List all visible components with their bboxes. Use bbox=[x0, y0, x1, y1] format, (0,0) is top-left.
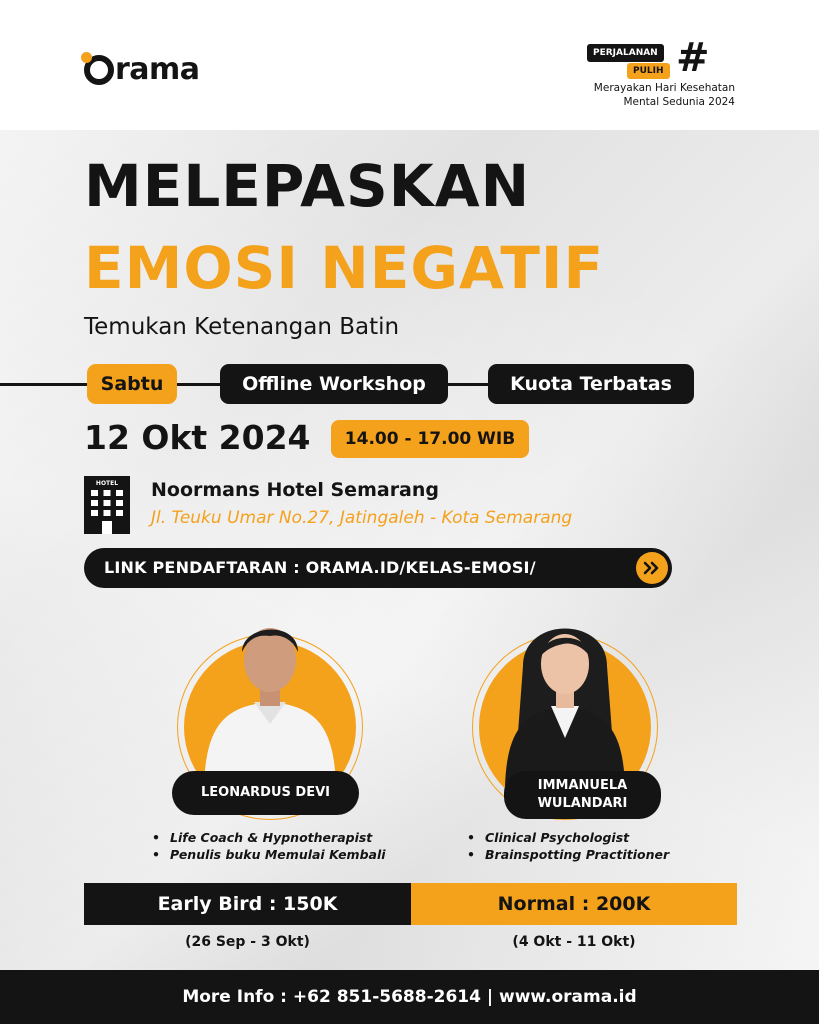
speaker-1-role-1: • Life Coach & Hypnotherapist bbox=[152, 829, 386, 846]
title-line-2: EMOSI NEGATIF bbox=[84, 234, 605, 302]
event-date: 12 Okt 2024 bbox=[84, 418, 311, 457]
registration-go-button[interactable] bbox=[636, 552, 668, 584]
hotel-icon-label: HOTEL bbox=[95, 480, 119, 487]
footer-contact[interactable]: More Info : +62 851-5688-2614 | www.orama.id bbox=[0, 970, 819, 1024]
venue-name: Noormans Hotel Semarang bbox=[151, 479, 440, 501]
campaign-caption-line-1: Merayakan Hari Kesehatan bbox=[593, 82, 735, 94]
hotel-building-icon bbox=[84, 476, 130, 534]
registration-link-bar[interactable] bbox=[84, 548, 672, 588]
subtitle: Temukan Ketenangan Batin bbox=[84, 314, 400, 340]
campaign-tag-pulih: PULIH bbox=[627, 63, 670, 79]
double-chevron-right-icon bbox=[643, 561, 661, 575]
speaker-2-name-line-1: IMMANUELA bbox=[537, 778, 628, 793]
logo-o-mark bbox=[84, 55, 114, 85]
campaign-caption-line-2: Mental Sedunia 2024 bbox=[623, 96, 735, 108]
tag-format: Offline Workshop bbox=[220, 364, 448, 404]
campaign-caption bbox=[545, 81, 735, 109]
normal-period: (4 Okt - 11 Okt) bbox=[512, 934, 636, 950]
venue-address: Jl. Teuku Umar No.27, Jatingaleh - Kota Semarang bbox=[151, 508, 573, 528]
event-time: 14.00 - 17.00 WIB bbox=[331, 420, 529, 458]
early-bird-period: (26 Sep - 3 Okt) bbox=[185, 934, 310, 950]
speaker-1-role-2: • Penulis buku Memulai Kembali bbox=[152, 846, 386, 863]
speaker-2-photo bbox=[479, 606, 651, 786]
registration-link-text[interactable]: LINK PENDAFTARAN : ORAMA.ID/KELAS-EMOSI/ bbox=[104, 558, 536, 577]
speaker-2-name-line-2: WULANDARI bbox=[537, 796, 628, 811]
tag-day: Sabtu bbox=[87, 364, 177, 404]
orama-logo[interactable] bbox=[84, 52, 200, 87]
speaker-2-name bbox=[504, 771, 661, 819]
tag-quota: Kuota Terbatas bbox=[488, 364, 694, 404]
campaign-badge bbox=[555, 35, 735, 118]
speaker-1-roles bbox=[152, 829, 386, 863]
speaker-1-name: LEONARDUS DEVI bbox=[172, 771, 359, 815]
speaker-1-photo bbox=[184, 606, 356, 786]
hashtag-icon: # bbox=[676, 35, 710, 81]
speaker-2-roles bbox=[467, 829, 669, 863]
normal-price: Normal : 200K bbox=[411, 883, 737, 925]
speaker-2-role-2: • Brainspotting Practitioner bbox=[467, 846, 669, 863]
campaign-tag-perjalanan: PERJALANAN bbox=[587, 44, 664, 62]
logo-text: rama bbox=[115, 52, 200, 87]
title-line-1: MELEPASKAN bbox=[84, 152, 531, 220]
early-bird-price: Early Bird : 150K bbox=[84, 883, 411, 925]
speaker-2-role-1: • Clinical Psychologist bbox=[467, 829, 669, 846]
